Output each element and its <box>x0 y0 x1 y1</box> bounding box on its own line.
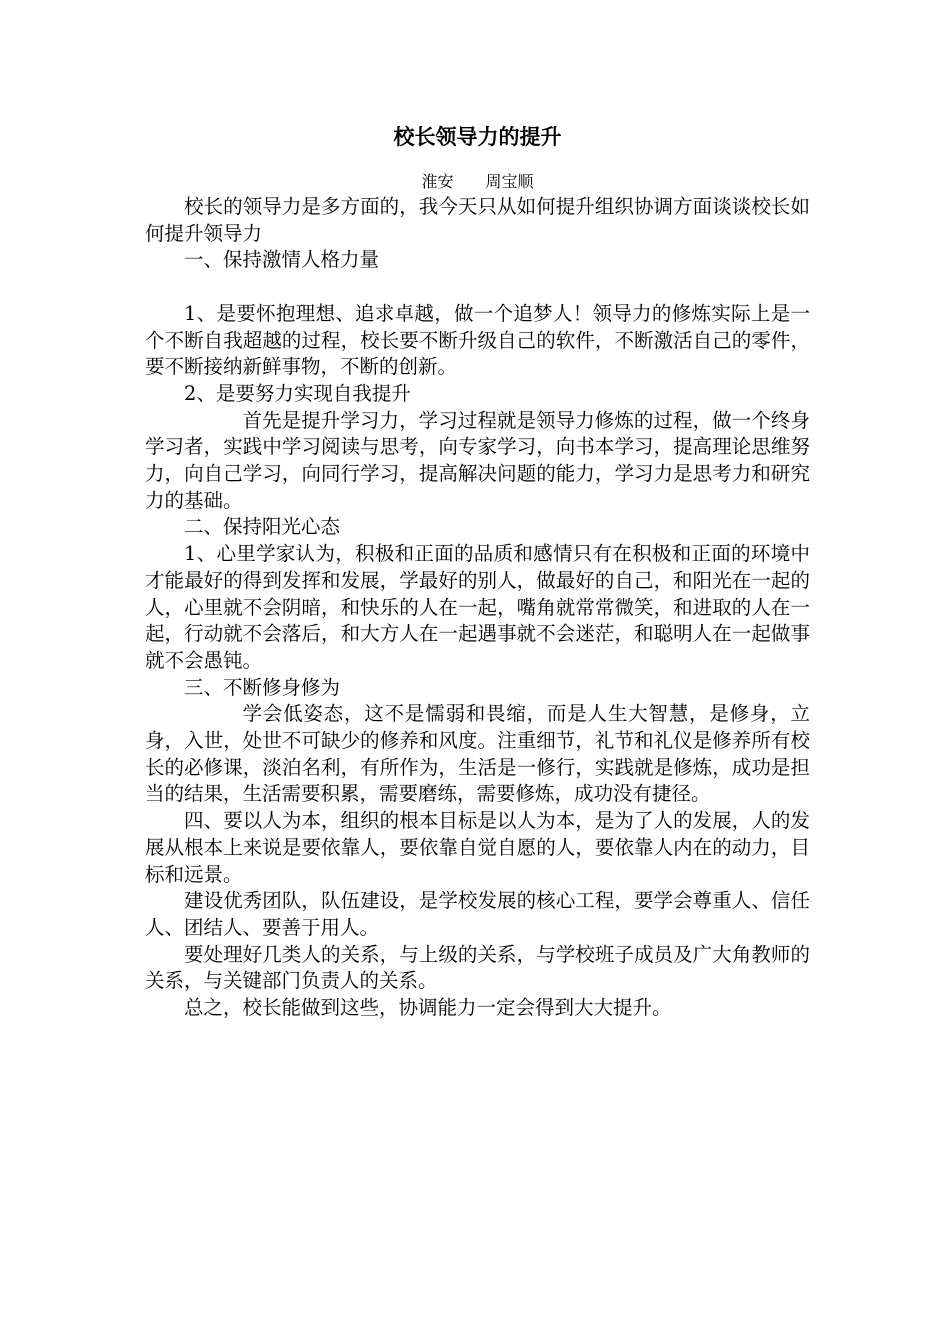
heading-section-1: 一、保持激情人格力量 <box>184 248 380 272</box>
author-line: 淮安 周宝顺 <box>421 172 534 191</box>
paragraph-intro: 校长的领导力是多方面的，我今天只从如何提升组织协调方面谈谈校长如何提升领导力 <box>145 195 810 245</box>
heading-section-2: 二、保持阳光心态 <box>184 515 341 539</box>
paragraph-conclusion: 总之，校长能做到这些，协调能力一定会得到大大提升。 <box>184 996 672 1020</box>
paragraph-1-2-body: 首先是提升学习力，学习过程就是领导力修炼的过程，做一个终身学习者，实践中学习阅读与思考，向专家学习，向书本学习，提高理论思维努力，向自己学习，向同行学习，提高解决问题的能力，学习力是思考力和研究力的基础。 <box>145 408 810 512</box>
paragraph-1-1: 1、是要怀抱理想、追求卓越，做一个追梦人！领导力的修炼实际上是一个不断自我超越的过程，校长要不断升级自己的软件，不断激活自己的零件，要不断接纳新鲜事物，不断的创新。 <box>145 301 810 379</box>
paragraph-3-body: 学会低姿态，这不是懦弱和畏缩，而是人生大智慧，是修身，立身，入世，处世不可缺少的修养和风度。注重细节，礼节和礼仪是修养所有校长的必修课，淡泊名利，有所作为，生活是一修行，实践就是修炼，成功是担当的结果，生活需要积累，需要磨练，需要修炼，成功没有捷径。 <box>145 702 810 806</box>
paragraph-team: 建设优秀团队，队伍建设，是学校发展的核心工程，要学会尊重人、信任人、团结人、要善于用人。 <box>145 889 810 939</box>
document-body <box>145 122 810 1022</box>
paragraph-section-4: 四、要以人为本，组织的根本目标是以人为本，是为了人的发展，人的发展从根本上来说是要依靠人，要依靠自觉自愿的人，要依靠人内在的动力，目标和远景。 <box>145 809 810 886</box>
document-title: 校长领导力的提升 <box>393 124 562 149</box>
paragraph-2-1: 1、心里学家认为，积极和正面的品质和感情只有在积极和正面的环境中才能最好的得到发挥和发展，学最好的别人，做最好的自己，和阳光在一起的人，心里就不会阴暗，和快乐的人在一起，嘴角就常常微笑，和进取的人在一起，行动就不会落后，和大方人在一起遇事就不会迷茫，和聪明人在一起做事就不会愚钝。 <box>145 542 810 672</box>
blank-line <box>145 274 810 301</box>
paragraph-relations: 要处理好几类人的关系，与上级的关系，与学校班子成员及广大角教师的关系，与关键部门负责人的关系。 <box>145 942 810 993</box>
paragraph-1-2-heading: 2、是要努力实现自我提升 <box>184 381 411 405</box>
heading-section-3: 三、不断修身修为 <box>184 675 341 699</box>
